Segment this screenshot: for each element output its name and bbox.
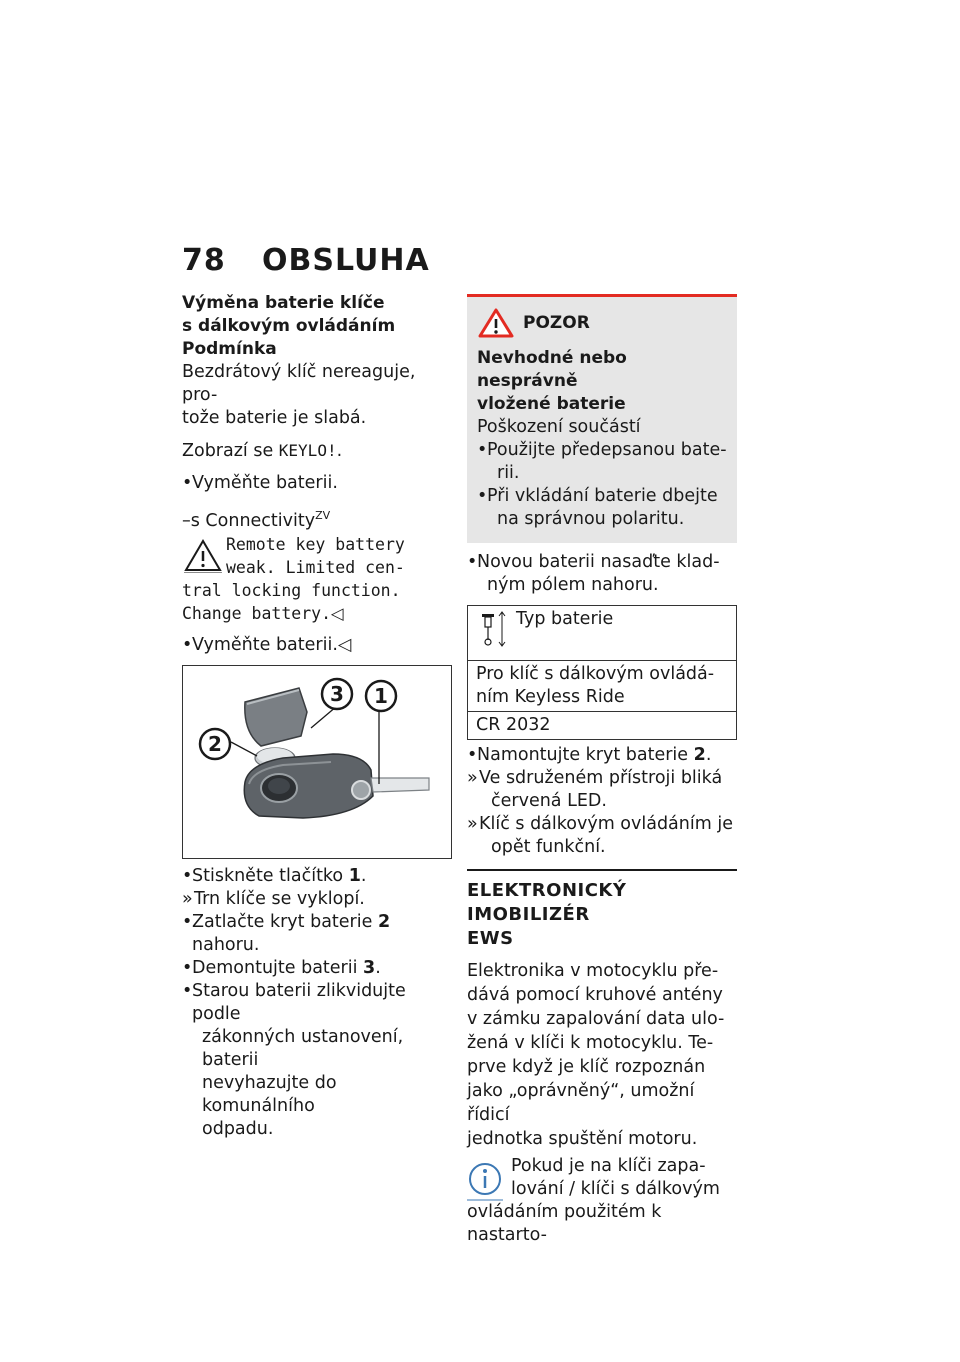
- condition-text: Bezdrátový klíč nereaguje, pro- tože baterie je slabá.: [182, 362, 416, 428]
- display-message: Zobrazí se KEYLO!.: [182, 441, 343, 461]
- section-title-ews: ELEKTRONICKÝ IMOBILIZÉR EWS: [467, 880, 627, 949]
- table-row-description: Pro klíč s dálkovým ovládá- ním Keyless Ride: [468, 661, 737, 712]
- table-header-cell: [468, 606, 737, 661]
- step-replace-battery: • Vyměňte baterii.: [182, 472, 454, 495]
- chapter-title: OBSLUHA: [262, 243, 430, 278]
- display-code: KEYLO!: [278, 441, 337, 460]
- key-battery-figure: [182, 665, 452, 859]
- caution-bullet-2: • Při vkládání baterie dbejte na správnou polaritu.: [477, 485, 727, 531]
- caution-consequence: Poškození součástí: [477, 417, 641, 437]
- info-icon: [467, 1161, 503, 1201]
- caution-header: [477, 307, 727, 339]
- variant-connectivity: –s Connectivity$^{ZV}$: [182, 509, 331, 531]
- callout-1: 1: [374, 683, 388, 708]
- step-dispose-battery: • Starou baterii zlikvidujte podle zákonných ustanovení, baterii nevyhazujte do komunálního odpadu.: [182, 980, 454, 1141]
- step-mount-cover: • Namontujte kryt baterie 2.: [467, 744, 737, 767]
- caution-heading: Nevhodné nebo nesprávně vložené baterie: [477, 348, 627, 414]
- caution-bullet-1: • Použijte předepsanou bate- rii.: [477, 439, 727, 485]
- right-column: [467, 294, 737, 1247]
- connectivity-message: Remote key battery weak. Limited cen- tral locking function. Change battery.◁: [182, 534, 405, 623]
- section-divider: [467, 869, 737, 871]
- caution-box: [467, 294, 737, 543]
- info-note: Pokud je na klíči zapa- lování / klíči s dálkovým ovládáním použitém k nastarto-: [467, 1156, 720, 1245]
- page-number: 78: [182, 243, 226, 278]
- step-insert-battery: • Novou baterii nasaďte klad- ným pólem nahoru.: [467, 551, 737, 597]
- callout-3: 3: [330, 681, 344, 706]
- remote-key-illustration: [183, 666, 451, 858]
- battery-icon: [476, 610, 508, 648]
- battery-type-table: [467, 605, 737, 740]
- callout-2: 2: [208, 731, 222, 756]
- step-push-cover: • Zatlačte kryt baterie 2 nahoru.: [182, 911, 454, 957]
- section-heading: Výměna baterie klíče s dálkovým ovládáním: [182, 293, 396, 336]
- step-replace-battery-2: • Vyměňte baterii.◁: [182, 634, 454, 657]
- result-key-blade: » Trn klíče se vyklopí.: [182, 888, 454, 911]
- ews-description: Elektronika v motocyklu pře- dává pomocí kruhové antény v zámku zapalování data ulo- žená v klíči k motocyklu. Te- prve když je klíč rozpoznán jako „oprávněný“, umožní řídicí jednotka spuštění motoru.: [467, 961, 725, 1149]
- table-row-value: CR 2032: [468, 712, 737, 740]
- result-led-blinks: » Ve sdruženém přístroji bliká červená LED.: [467, 767, 737, 813]
- subheading-condition: Podmínka: [182, 339, 277, 359]
- step-press-button: • Stiskněte tlačítko 1.: [182, 865, 454, 888]
- table-header-label: Typ baterie: [516, 609, 614, 629]
- caution-title: POZOR: [523, 312, 590, 333]
- result-key-functional: » Klíč s dálkovým ovládáním je opět funkční.: [467, 813, 737, 859]
- left-column: [182, 292, 454, 1141]
- step-remove-battery: • Demontujte baterii 3.: [182, 957, 454, 980]
- warning-icon: [182, 537, 224, 573]
- caution-warning-icon: [477, 307, 515, 339]
